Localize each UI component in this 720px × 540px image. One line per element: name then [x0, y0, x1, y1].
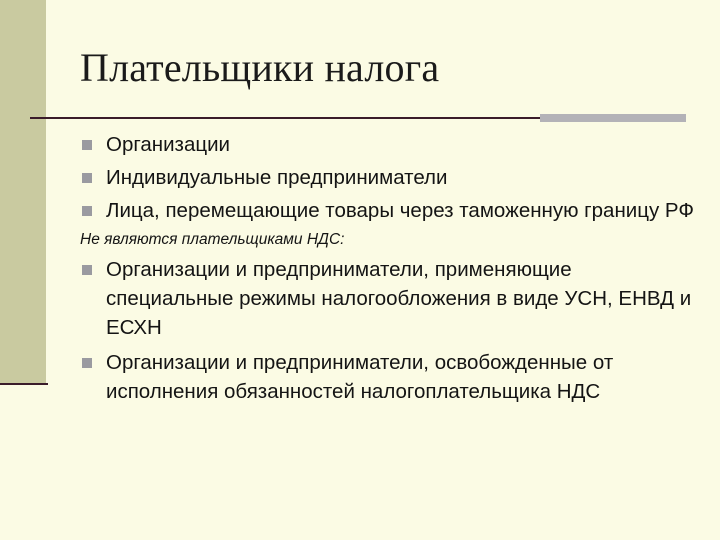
list-item: [80, 163, 700, 192]
left-decor-rule: [0, 383, 48, 385]
square-bullet-icon: [82, 140, 92, 150]
list-item: [80, 348, 700, 406]
list-item-text: Организации и предприниматели, применяющие специальные режимы налогообложения в виде УСН, ЕНВД и ЕСХН: [106, 258, 692, 339]
list-item-text: Индивидуальные предприниматели: [106, 166, 448, 189]
list-item: [80, 196, 700, 225]
title-underline-accent: [540, 114, 686, 122]
list-item-text: Лица, перемещающие товары через таможенную границу РФ: [106, 199, 694, 222]
slide-title: Плательщики налога: [80, 45, 440, 90]
square-bullet-icon: [82, 265, 92, 275]
square-bullet-icon: [82, 173, 92, 183]
list-item-text: Организации: [106, 133, 230, 156]
exclusion-note: Не являются плательщиками НДС:: [80, 231, 345, 248]
title-underline: [30, 117, 540, 119]
square-bullet-icon: [82, 358, 92, 368]
left-decor-band: [0, 0, 46, 384]
list-item: [80, 255, 700, 342]
bullet-list: [80, 130, 700, 406]
list-item: [80, 130, 700, 159]
square-bullet-icon: [82, 206, 92, 216]
list-item-text: Организации и предприниматели, освобожденные от исполнения обязанностей налогоплательщика НДС: [106, 351, 614, 403]
